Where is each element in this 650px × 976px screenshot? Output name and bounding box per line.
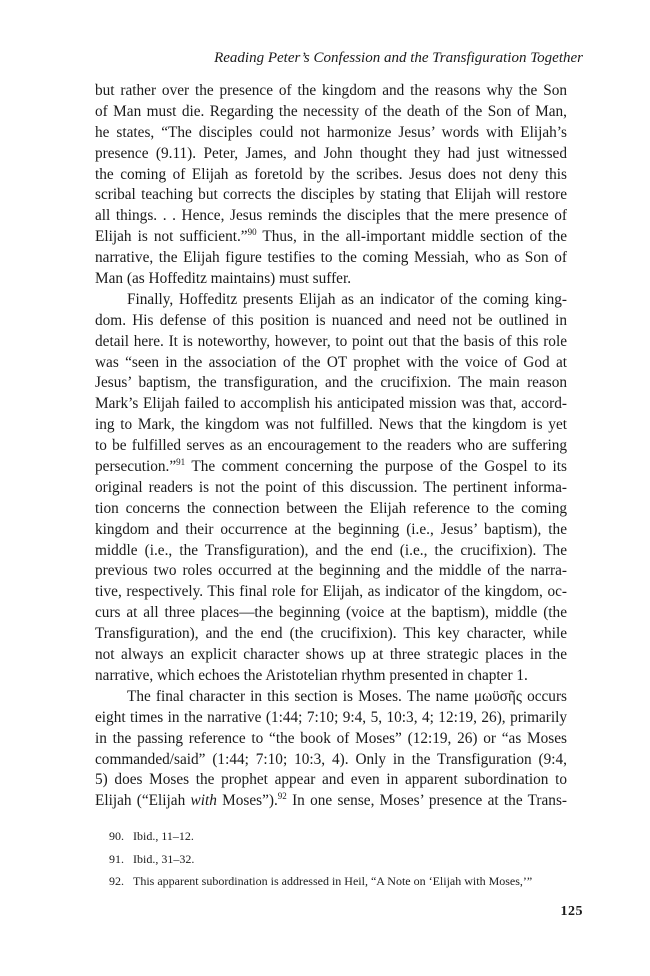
text-line: dom. His defense of this position is nuanced and need not be outlined in xyxy=(95,311,567,329)
text-line: Jesus’ baptism, the transfiguration, and the crucifixion. The main reason xyxy=(95,374,567,392)
text-line: narrative, which echoes the Aristotelian rhythm presented in chapter 1. xyxy=(95,666,528,684)
text-line: Man (as Hoffeditz maintains) must suffer. xyxy=(95,270,352,288)
text-line: was “seen in the association of the OT prophet with the voice of God at xyxy=(95,353,567,371)
text-line: detail here. It is noteworthy, however, to point out that the basis of this role xyxy=(95,332,567,350)
text-line: but rather over the presence of the kingdom and the reasons why the Son xyxy=(95,82,567,99)
text-line: Mark’s Elijah failed to accomplish his anticipated mission was that, accord- xyxy=(95,395,567,413)
text-line: Finally, Hoffeditz presents Elijah as an indicator of the coming king- xyxy=(127,290,567,308)
paragraph xyxy=(95,687,567,812)
body-text xyxy=(95,81,567,812)
paragraph xyxy=(95,290,567,687)
text-line: Transfiguration), and the end (the crucifixion). This key character, while xyxy=(95,625,567,643)
footnote-text: Ibid., 31–32. xyxy=(133,851,195,866)
text-line: of Man must die. Regarding the necessity of the death of the Son of Man, xyxy=(95,102,567,120)
page-number: 125 xyxy=(560,904,583,919)
text-line: The final character in this section is Moses. The name μωϋσῆς occurs xyxy=(127,687,567,705)
text-line: kingdom and their occurrence at the beginning (i.e., Jesus’ baptism), the xyxy=(95,520,567,538)
paragraph xyxy=(95,81,567,290)
text-line: he states, “The disciples could not harmonize Jesus’ words with Elijah’s xyxy=(95,123,567,141)
text-line: Elijah is not sufficient.”$^{90}$ Thus, in the all-important middle section of the xyxy=(95,227,568,246)
text-line: to be fulfilled serves as an encouragement to the readers who are suffering xyxy=(95,437,567,455)
footnote-number: 92. xyxy=(109,874,124,888)
footnote xyxy=(109,825,579,848)
text-line: Elijah (“Elijah with Moses”).$^{92}$ In one sense, Moses’ presence at the Trans- xyxy=(95,791,567,810)
text-line: all things. . . Hence, Jesus reminds the disciples that the mere presence of xyxy=(95,207,567,225)
text-line: tion concerns the connection between the Elijah reference to the coming xyxy=(95,499,567,517)
footnote-ref: 92 xyxy=(277,791,287,802)
text-line: commanded/said” (1:44; 7:10; 10:3, 4). Only in the Transfiguration (9:4, xyxy=(95,750,567,768)
text-line: 5) does Moses the prophet appear and even in apparent subordination to xyxy=(95,771,567,789)
running-head: Reading Peter’s Confession and the Transfiguration Together xyxy=(214,50,583,66)
footnote-number: 91. xyxy=(109,851,124,866)
text-line: original readers is not the point of this discussion. The pertinent informa- xyxy=(95,478,567,496)
text-line: ing to Mark, the kingdom was not fulfilled. News that the kingdom is yet xyxy=(95,416,567,434)
footnote-ref: 90 xyxy=(247,227,257,238)
footnote-text: This apparent subordination is addressed in Heil, “A Note on ‘Elijah with Moses,’” xyxy=(133,874,533,888)
text-line: in the passing reference to “the book of Moses” (12:19, 26) or “as Moses xyxy=(95,729,567,747)
text-line: curs at all three places—the beginning (voice at the baptism), middle (the xyxy=(95,604,567,622)
text-line: narrative, the Elijah figure testifies to the coming Messiah, who as Son of xyxy=(95,249,567,267)
text-line: persecution.”$^{91}$ The comment concerning the purpose of the Gospel to its xyxy=(95,457,567,476)
text-line: middle (i.e., the Transfiguration), and the end (i.e., the crucifixion). The xyxy=(95,541,567,559)
footnote xyxy=(109,848,579,871)
footnote-text: Ibid., 11–12. xyxy=(133,829,194,843)
text-line: tive, respectively. This final role for Elijah, as indicator of the kingdom, oc- xyxy=(95,583,567,601)
text-line: the coming of Elijah as foretold by the scribes. Jesus does not deny this xyxy=(95,165,567,183)
text-line: previous two roles occurred at the beginning and the middle of the narra- xyxy=(95,562,567,580)
footnote-ref: 91 xyxy=(176,457,186,468)
footnote xyxy=(109,870,579,893)
emphasis: with xyxy=(190,792,217,810)
text-line: presence (9.11). Peter, James, and John thought they had just witnessed xyxy=(95,144,567,162)
text-line: eight times in the narrative (1:44; 7:10; 9:4, 5, 10:3, 4; 12:19, 26), primarily xyxy=(95,708,567,726)
footnotes xyxy=(109,825,579,893)
footnote-number: 90. xyxy=(109,829,124,843)
text-line: scribal teaching but corrects the disciples by stating that Elijah will restore xyxy=(95,186,567,204)
text-line: not always an explicit character shows up at three strategic places in the xyxy=(95,646,567,664)
